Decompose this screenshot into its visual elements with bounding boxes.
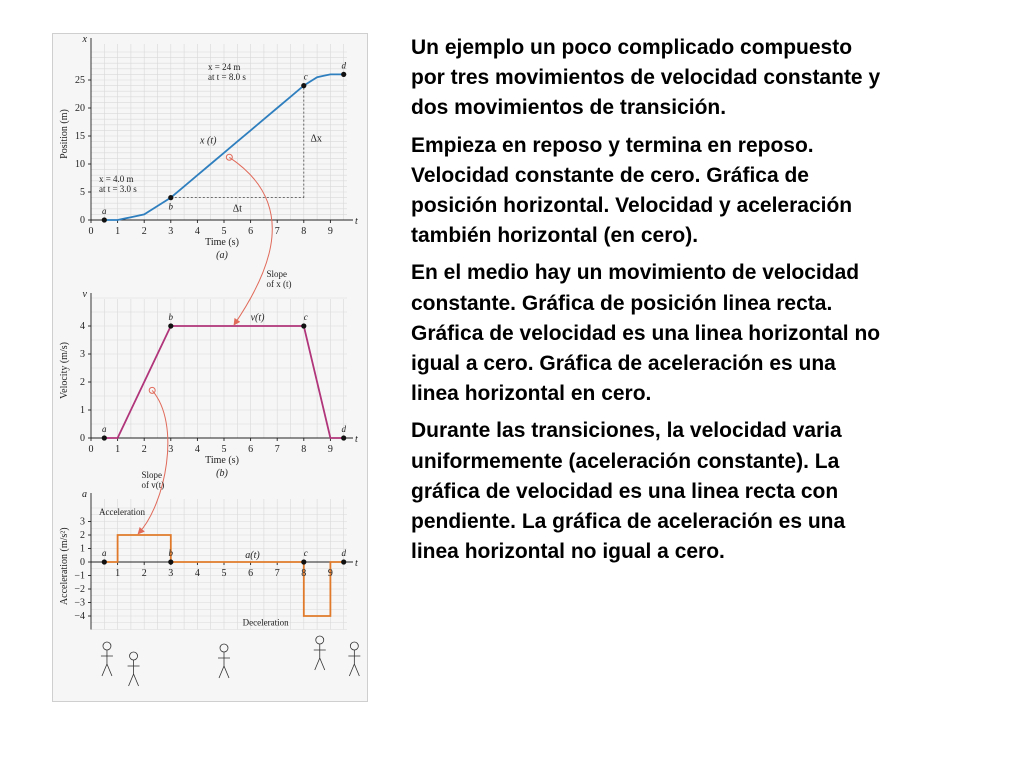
y-tick-label-c: 3	[80, 516, 85, 528]
annotation-b: x = 4.0 m at t = 3.0 s	[98, 173, 137, 194]
y-tick-label-a: 5	[80, 187, 85, 198]
x-tick-label-c: 5	[221, 568, 227, 579]
xlabel-b: Time (s)	[205, 455, 239, 466]
y-tick-label-b: 4	[80, 321, 85, 332]
annotation-c: x = 24 m at t = 8.0 s	[208, 61, 246, 82]
y-tick-label-b: 0	[80, 433, 85, 444]
x-tick-label-b: 0	[88, 444, 94, 455]
x-tick-label-b: 5	[221, 444, 227, 455]
decel-label: Deceleration	[242, 617, 289, 628]
point-label-b-c: c	[303, 312, 308, 322]
stick-figure-head	[316, 636, 324, 644]
point-label-a-b: b	[168, 201, 174, 212]
stick-figure-body	[314, 644, 326, 670]
delta-x-label: Δx	[310, 133, 322, 145]
stick-figure-body	[101, 650, 113, 676]
x-tick-label-c: 8	[301, 568, 307, 579]
stick-figure-body	[128, 660, 140, 686]
y-tick-label-b: 1	[80, 405, 85, 416]
y-tick-label-c: −2	[74, 584, 85, 595]
x-tick-label-c: 1	[115, 568, 121, 579]
y-tick-label-c: −4	[74, 611, 85, 622]
point-label-c-a: a	[102, 548, 107, 558]
motion-figure	[52, 33, 368, 702]
axis-var-b: v	[82, 289, 87, 300]
y-tick-label-c: −3	[74, 597, 85, 609]
y-tick-label-c: 2	[80, 530, 85, 541]
point-c-d	[341, 559, 346, 564]
y-tick-label-a: 15	[75, 131, 85, 142]
point-label-a-d: d	[341, 60, 346, 71]
y-tick-label-a: 0	[80, 215, 85, 226]
xlabel-a: Time (s)	[205, 237, 239, 248]
point-b-a	[102, 435, 107, 440]
y-tick-label-c: −1	[74, 570, 85, 582]
x-tick-label-b: 2	[141, 444, 147, 455]
x-tick-label-a: 4	[194, 226, 200, 237]
x-tick-label-a: 1	[115, 226, 121, 237]
paragraph-1: Un ejemplo un poco complicado compuesto por tres movimientos de velocidad constante y dos movimientos de transición.	[411, 36, 881, 120]
x-tick-label-a: 6	[248, 226, 254, 237]
x-tick-label-a: 5	[221, 226, 227, 237]
point-a-b	[168, 195, 173, 200]
x-tick-label-a: 7	[274, 226, 280, 237]
stick-figure-head	[130, 652, 138, 660]
point-c-c	[301, 559, 306, 564]
stick-figure-head	[103, 642, 111, 650]
stick-figure-body	[348, 650, 360, 676]
x-tick-label-b: 6	[248, 444, 254, 455]
point-label-b-b: b	[168, 312, 174, 322]
t-label-b: t	[355, 434, 358, 445]
x-tick-label-a: 8	[301, 226, 307, 237]
curve-label-x: x (t)	[200, 135, 217, 147]
t-label-c: t	[355, 558, 358, 569]
explanation-text	[411, 33, 996, 574]
x-tick-label-c: 6	[248, 568, 254, 579]
point-label-c-b: b	[168, 548, 174, 558]
axis-var-c: a	[82, 489, 87, 500]
x-tick-label-a: 0	[88, 226, 94, 237]
x-tick-label-c: 2	[141, 568, 147, 579]
point-label-b-a: a	[102, 424, 107, 434]
x-tick-label-a: 9	[327, 226, 333, 237]
x-tick-label-c: 3	[168, 568, 174, 579]
curve-label-v: v(t)	[250, 312, 265, 324]
motion-graphs-svg	[53, 34, 367, 701]
y-tick-label-c: 1	[80, 543, 85, 555]
paragraph-2: Empieza en reposo y termina en reposo. Velocidad constante de cero. Gráfica de posición horizontal. Velocidad y aceleración también horizontal (en cero).	[411, 133, 853, 248]
y-tick-label-b: 2	[80, 377, 85, 388]
x-tick-label-b: 9	[327, 444, 333, 455]
paragraph-3: En el medio hay un movimiento de velocidad constante. Gráfica de posición linea recta. Gráfica de velocidad es una linea horizontal no igual a cero. Gráfica de aceleración es una linea horizontal en cero.	[411, 261, 881, 406]
point-b-b	[168, 323, 173, 328]
point-c-a	[102, 559, 107, 564]
y-tick-label-a: 10	[75, 159, 85, 170]
y-tick-label-a: 20	[75, 103, 85, 114]
point-label-a-c: c	[303, 71, 308, 82]
point-label-b-d: d	[341, 424, 346, 434]
x-tick-label-b: 8	[301, 444, 307, 455]
x-tick-label-b: 1	[115, 444, 121, 455]
point-b-d	[341, 435, 346, 440]
slope-circle-2	[149, 387, 155, 393]
stick-figure-body	[218, 652, 230, 678]
x-tick-label-b: 4	[194, 444, 200, 455]
curve-label-a: a(t)	[245, 549, 260, 561]
y-tick-label-c: 0	[80, 557, 85, 568]
x-tick-label-b: 3	[168, 444, 174, 455]
caption-b: (b)	[216, 468, 228, 479]
accel-label: Acceleration	[98, 506, 145, 517]
point-a-a	[102, 217, 107, 222]
ylabel-a: Position (m)	[59, 109, 70, 159]
caption-a: (a)	[216, 250, 228, 261]
axis-var-a: x	[82, 34, 87, 45]
paragraph-4: Durante las transiciones, la velocidad varia uniformemente (aceleración constante). La gráfica de velocidad es una linea recta con pendiente. La gráfica de aceleración es una linea horizontal no igual a cero.	[411, 419, 846, 564]
slope-x-label: Slope of x (t)	[266, 269, 292, 289]
stick-figure-head	[350, 642, 358, 650]
point-label-c-c: c	[303, 548, 308, 558]
ylabel-c: Acceleration (m/s²)	[59, 527, 70, 606]
y-tick-label-a: 25	[75, 75, 85, 86]
x-tick-label-b: 7	[274, 444, 280, 455]
point-label-a-a: a	[102, 206, 107, 216]
ylabel-b: Velocity (m/s)	[59, 342, 70, 399]
y-tick-label-b: 3	[80, 349, 85, 360]
point-a-d	[341, 72, 346, 77]
x-tick-label-a: 2	[141, 226, 147, 237]
delta-t-label: Δt	[232, 203, 242, 215]
slope-v-label: Slope of v(t)	[141, 470, 165, 490]
x-tick-label-c: 4	[194, 568, 200, 579]
x-tick-label-c: 9	[327, 568, 333, 579]
stick-figure-head	[220, 644, 228, 652]
x-tick-label-a: 3	[168, 226, 174, 237]
point-label-c-d: d	[341, 548, 346, 558]
point-c-b	[168, 559, 173, 564]
point-a-c	[301, 83, 306, 88]
point-b-c	[301, 323, 306, 328]
x-tick-label-c: 7	[274, 568, 280, 579]
t-label-a: t	[355, 216, 358, 227]
